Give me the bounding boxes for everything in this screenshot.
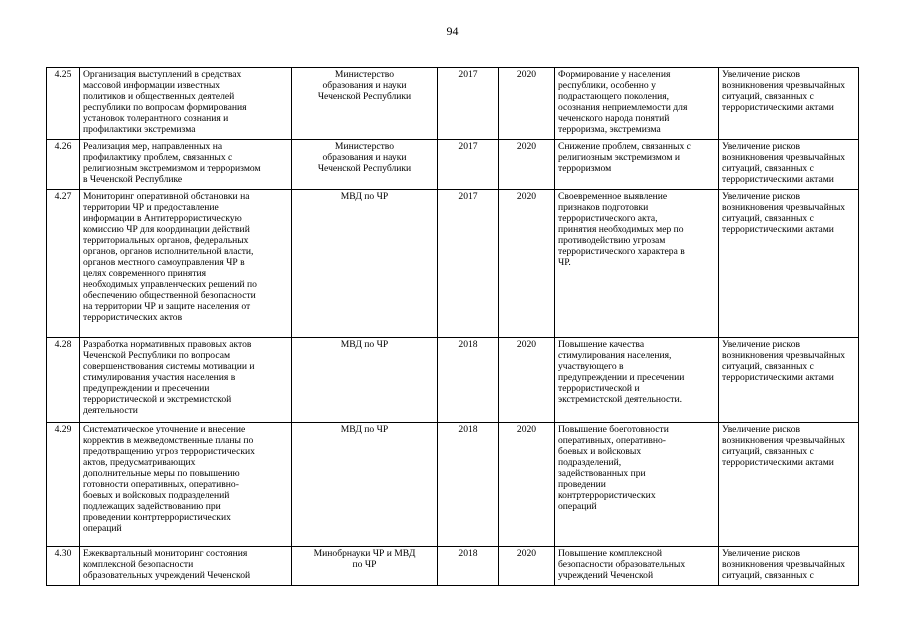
result-cell: Повышение качества стимулирования населения, участвующего в предупреждении и пресечении террористической и экстремистской деятельности. bbox=[555, 338, 719, 423]
end-year-cell: 2020 bbox=[499, 68, 555, 140]
start-year-cell: 2017 bbox=[438, 140, 499, 190]
row-number: 4.30 bbox=[47, 547, 80, 586]
end-year-cell: 2020 bbox=[499, 190, 555, 338]
responsible-cell: МВД по ЧР bbox=[292, 423, 438, 547]
result-cell: Своевременное выявление признаков подготовки террористического акта, принятия необходимых мер по противодействию угрозам террористического характера в ЧР. bbox=[555, 190, 719, 338]
responsible-cell: Министерство образования и науки Чеченской Республики bbox=[292, 140, 438, 190]
risks-cell: Увеличение рисков возникновения чрезвычайных ситуаций, связанных с террористическими актами bbox=[719, 338, 859, 423]
table-row bbox=[47, 547, 859, 586]
responsible-cell: Министерство образования и науки Чеченской Республики bbox=[292, 68, 438, 140]
activity-cell: Реализация мер, направленных на профилактику проблем, связанных с религиозным экстремизмом и терроризмом в Чеченской Республике bbox=[80, 140, 292, 190]
responsible-cell: МВД по ЧР bbox=[292, 190, 438, 338]
end-year-cell: 2020 bbox=[499, 140, 555, 190]
start-year-cell: 2018 bbox=[438, 547, 499, 586]
result-cell: Повышение боеготовности оперативных, оперативно- боевых и войсковых подразделений, задействованных при проведении контртеррористических операций bbox=[555, 423, 719, 547]
row-number: 4.28 bbox=[47, 338, 80, 423]
table-row bbox=[47, 423, 859, 547]
table-row bbox=[47, 140, 859, 190]
start-year-cell: 2018 bbox=[438, 338, 499, 423]
activity-cell: Систематическое уточнение и внесение корректив в межведомственные планы по предотвращению угроз террористических актов, предусматривающих дополнительные меры по повышению готовности оперативных, оперативно- боевых и войсковых подразделений подлежащих задействованию при проведении контртеррористических операций bbox=[80, 423, 292, 547]
measures-table bbox=[46, 67, 859, 586]
risks-cell: Увеличение рисков возникновения чрезвычайных ситуаций, связанных с террористическими актами bbox=[719, 423, 859, 547]
activity-cell: Разработка нормативных правовых актов Чеченской Республики по вопросам совершенствования системы мотивации и стимулирования участия населения в предупреждении и пресечении террористической и экстремистской деятельности bbox=[80, 338, 292, 423]
table-row bbox=[47, 190, 859, 338]
result-cell: Повышение комплексной безопасности образовательных учреждений Чеченской bbox=[555, 547, 719, 586]
table-row bbox=[47, 338, 859, 423]
activity-cell: Ежеквартальный мониторинг состояния комплексной безопасности образовательных учреждений Чеченской bbox=[80, 547, 292, 586]
page-number: 94 bbox=[446, 24, 459, 38]
result-cell: Формирование у населения республики, особенно у подрастающего поколения, осознания неприемлемости для чеченского народа понятий терроризма, экстремизма bbox=[555, 68, 719, 140]
risks-cell: Увеличение рисков возникновения чрезвычайных ситуаций, связанных с террористическими актами bbox=[719, 140, 859, 190]
end-year-cell: 2020 bbox=[499, 423, 555, 547]
activity-cell: Мониторинг оперативной обстановки на территории ЧР и предоставление информации в Антитеррористическую комиссию ЧР для координации действий территориальных органов, федеральных органов, органов исполнительной власти, органов местного самоуправления ЧР в целях современного принятия необходимых управленческих решений по обеспечению общественной безопасности на территории ЧР и защите населения от террористических актов bbox=[80, 190, 292, 338]
row-number: 4.27 bbox=[47, 190, 80, 338]
responsible-cell: Минобрнауки ЧР и МВД по ЧР bbox=[292, 547, 438, 586]
activity-cell: Организация выступлений в средствах массовой информации известных политиков и общественных деятелей республики по вопросам формирования установок толерантного сознания и профилактики экстремизма bbox=[80, 68, 292, 140]
risks-cell: Увеличение рисков возникновения чрезвычайных ситуаций, связанных с террористическими актами bbox=[719, 68, 859, 140]
row-number: 4.29 bbox=[47, 423, 80, 547]
row-number: 4.25 bbox=[47, 68, 80, 140]
risks-cell: Увеличение рисков возникновения чрезвычайных ситуаций, связанных с bbox=[719, 547, 859, 586]
start-year-cell: 2017 bbox=[438, 190, 499, 338]
start-year-cell: 2017 bbox=[438, 68, 499, 140]
result-cell: Снижение проблем, связанных с религиозным экстремизмом и терроризмом bbox=[555, 140, 719, 190]
end-year-cell: 2020 bbox=[499, 547, 555, 586]
start-year-cell: 2018 bbox=[438, 423, 499, 547]
row-number: 4.26 bbox=[47, 140, 80, 190]
risks-cell: Увеличение рисков возникновения чрезвычайных ситуаций, связанных с террористическими актами bbox=[719, 190, 859, 338]
table-row bbox=[47, 68, 859, 140]
responsible-cell: МВД по ЧР bbox=[292, 338, 438, 423]
end-year-cell: 2020 bbox=[499, 338, 555, 423]
